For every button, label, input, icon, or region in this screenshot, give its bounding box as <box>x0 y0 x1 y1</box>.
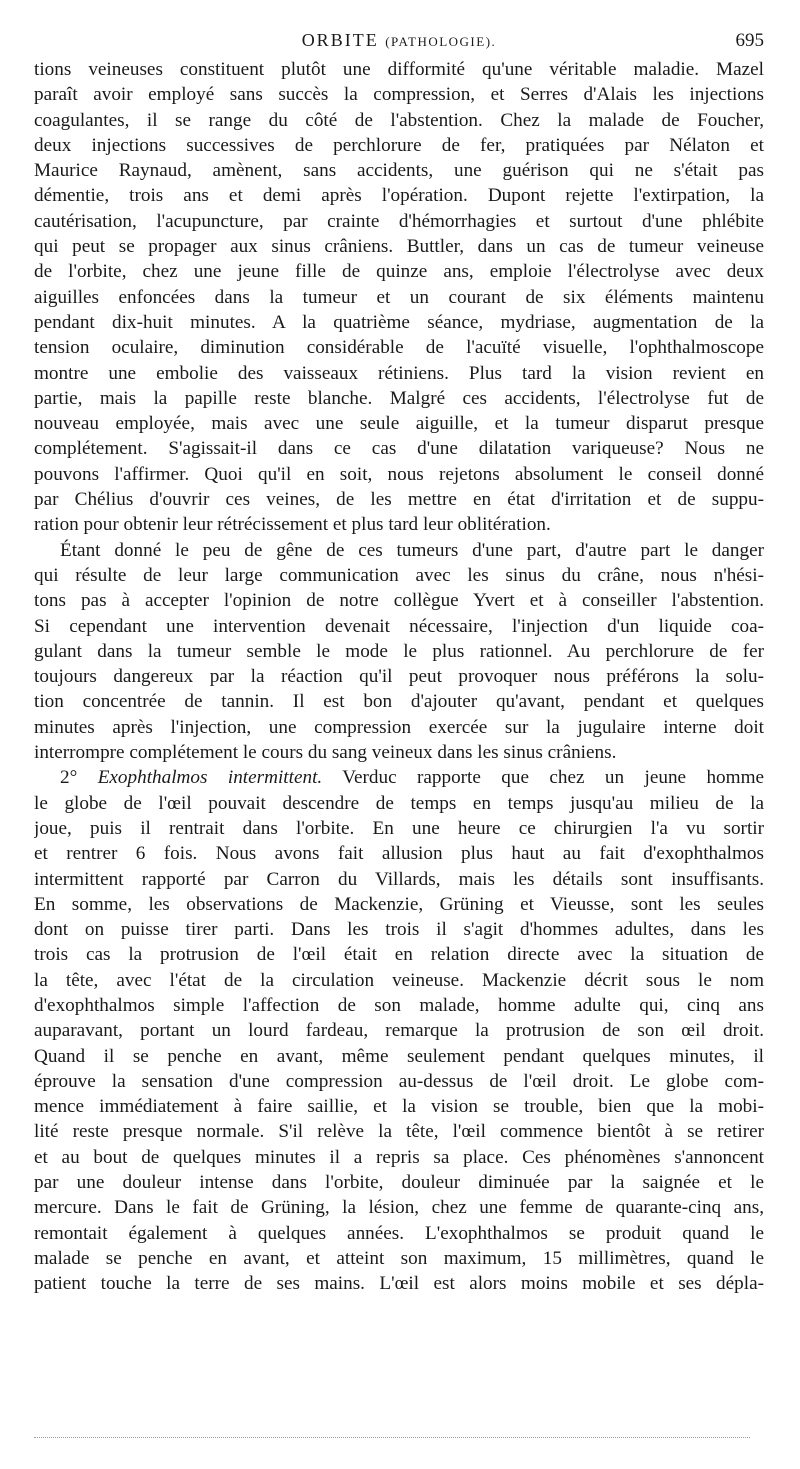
section-number: 2° <box>60 767 78 789</box>
header-title: ORBITE <box>301 30 379 50</box>
text-line: qui résulte de leur large communication avec les sinus du crâne, nous n'hési- <box>34 564 764 586</box>
text-line: Maurice Raynaud, amènent, sans accidents, une guérison qui ne s'était pas <box>34 160 764 182</box>
text-line: tion concentrée de tannin. Il est bon d'ajouter qu'avant, pendant et quelques <box>34 691 764 713</box>
text-line: lité reste presque normale. S'il relève la tête, l'œil commence bientôt à se retirer <box>34 1121 764 1143</box>
running-header <box>34 30 764 58</box>
text-line: deux injections successives de perchlorure de fer, pratiquées par Nélaton et <box>34 134 764 156</box>
text-line: Verduc rapporte que chez un jeune homme <box>342 767 764 789</box>
text-line: tension oculaire, diminution considérable de l'acuïté visuelle, l'ophthalmoscope <box>34 337 764 359</box>
text-line: toujours dangereux par la réaction qu'il peut provoquer nous préférons la solu- <box>34 666 764 688</box>
text-line: et rentrer 6 fois. Nous avons fait allusion plus haut au fait d'exophthalmos <box>34 843 764 865</box>
text-line: par une douleur intense dans l'orbite, douleur diminuée par la saignée et le <box>34 1172 764 1194</box>
text-line: et au bout de quelques minutes il a repris sa place. Ces phénomènes s'annoncent <box>34 1146 764 1168</box>
text-line: tons pas à accepter l'opinion de notre collègue Yvert et à conseiller l'abstention. <box>34 590 764 612</box>
text-line: joue, puis il rentrait dans l'orbite. En une heure ce chirurgien l'a vu sortir <box>34 817 764 839</box>
text-line: dont on puisse tirer parti. Dans les trois il s'agit d'hommes adultes, dans les <box>34 919 764 941</box>
section-heading-line <box>34 765 764 790</box>
text-line: la tête, avec l'état de la circulation veineuse. Mackenzie décrit sous le nom <box>34 969 764 991</box>
page-number: 695 <box>735 30 764 51</box>
text-line: minutes après l'injection, une compression exercée sur la jugulaire interne doit <box>34 716 764 738</box>
text-line: patient touche la terre de ses mains. L'œil est alors moins mobile et ses dépla- <box>34 1273 764 1295</box>
text-line: intermittent rapporté par Carron du Villards, mais les détails sont insuffisants. <box>34 868 764 890</box>
text-line: cautérisation, l'acupuncture, par crainte d'hémorrhagies et surtout d'une phlébite <box>34 210 764 232</box>
text-line: paraît avoir employé sans succès la compression, et Serres d'Alais les injections <box>34 84 764 106</box>
text-line: pouvons l'affirmer. Quoi qu'il en soit, nous rejetons absolument le conseil donné <box>34 463 764 485</box>
text-line: montre une embolie des vaisseaux rétiniens. Plus tard la vision revient en <box>34 362 764 384</box>
text-line: Si cependant une intervention devenait nécessaire, l'injection d'un liquide coa- <box>34 615 764 637</box>
text-line: par Chélius d'ouvrir ces veines, de les mettre en état d'irritation et de suppu- <box>34 489 764 511</box>
text-line: éprouve la sensation d'une compression au-dessus de l'œil droit. Le globe com- <box>34 1070 764 1092</box>
text-line: ration pour obtenir leur rétrécissement et plus tard leur oblitération. <box>34 514 551 536</box>
text-line: remontait également à quelques années. L'exophthalmos se produit quand le <box>34 1222 764 1244</box>
text-line <box>34 1297 764 1322</box>
text-line: partie, mais la papille reste blanche. Malgré ces accidents, l'électrolyse fut de <box>34 387 764 409</box>
section-heading: Exophthalmos intermittent. <box>97 767 323 789</box>
text-line: mence immédiatement à faire saillie, et la vision se trouble, bien que la mobi- <box>34 1096 764 1118</box>
running-title <box>34 30 764 51</box>
text-line: le globe de l'œil pouvait descendre de temps en temps jusqu'au milieu de la <box>34 792 764 814</box>
header-subtitle: (PATHOLOGIE). <box>385 34 497 49</box>
text-line: tions veineuses constituent plutôt une difformité qu'une véritable maladie. Mazel <box>34 59 764 80</box>
text-line: démentie, trois ans et demi après l'opération. Dupont rejette l'extirpation, la <box>34 185 764 207</box>
text-line: nouveau employée, mais avec une seule aiguille, et la tumeur disparut presque <box>34 413 764 435</box>
text-line: mercure. Dans le fait de Grüning, la lésion, chez une femme de quarante-cinq ans, <box>34 1197 764 1219</box>
body-text <box>34 57 764 1322</box>
text-line: trois cas la protrusion de l'œil était en relation directe avec la situation de <box>34 944 764 966</box>
text-line: d'exophthalmos simple l'affection de son malade, homme adulte qui, cinq ans <box>34 994 764 1016</box>
text-line: En somme, les observations de Mackenzie, Grüning et Vieusse, sont les seules <box>34 893 764 915</box>
text-line: pendant dix-huit minutes. A la quatrième séance, mydriase, augmentation de la <box>34 311 764 333</box>
text-line: coagulantes, il se range du côté de l'abstention. Chez la malade de Foucher, <box>34 109 764 131</box>
text-line: qui peut se propager aux sinus crâniens. Buttler, dans un cas de tumeur veineuse <box>34 236 764 258</box>
footer-dotted-rule <box>34 1437 750 1438</box>
text-line: Étant donné le peu de gêne de ces tumeurs d'une part, d'autre part le danger <box>60 539 764 561</box>
text-line: malade se penche en avant, et atteint son maximum, 15 millimètres, quand le <box>34 1247 764 1269</box>
text-line: gulant dans la tumeur semble le mode le plus rationnel. Au perchlorure de fer <box>34 640 764 662</box>
text-line: interrompre complétement le cours du sang veineux dans les sinus crâniens. <box>34 742 617 764</box>
text-line: aiguilles enfoncées dans la tumeur et un courant de six éléments maintenu <box>34 286 764 308</box>
text-line: de l'orbite, chez une jeune fille de quinze ans, emploie l'électrolyse avec deux <box>34 261 764 283</box>
text-line: auparavant, portant un lourd fardeau, remarque la protrusion de son œil droit. <box>34 1020 764 1042</box>
text-line: Quand il se penche en avant, même seulement pendant quelques minutes, il <box>34 1045 764 1067</box>
text-line: complétement. S'agissait-il dans ce cas d'une dilatation variqueuse? Nous ne <box>34 438 764 460</box>
